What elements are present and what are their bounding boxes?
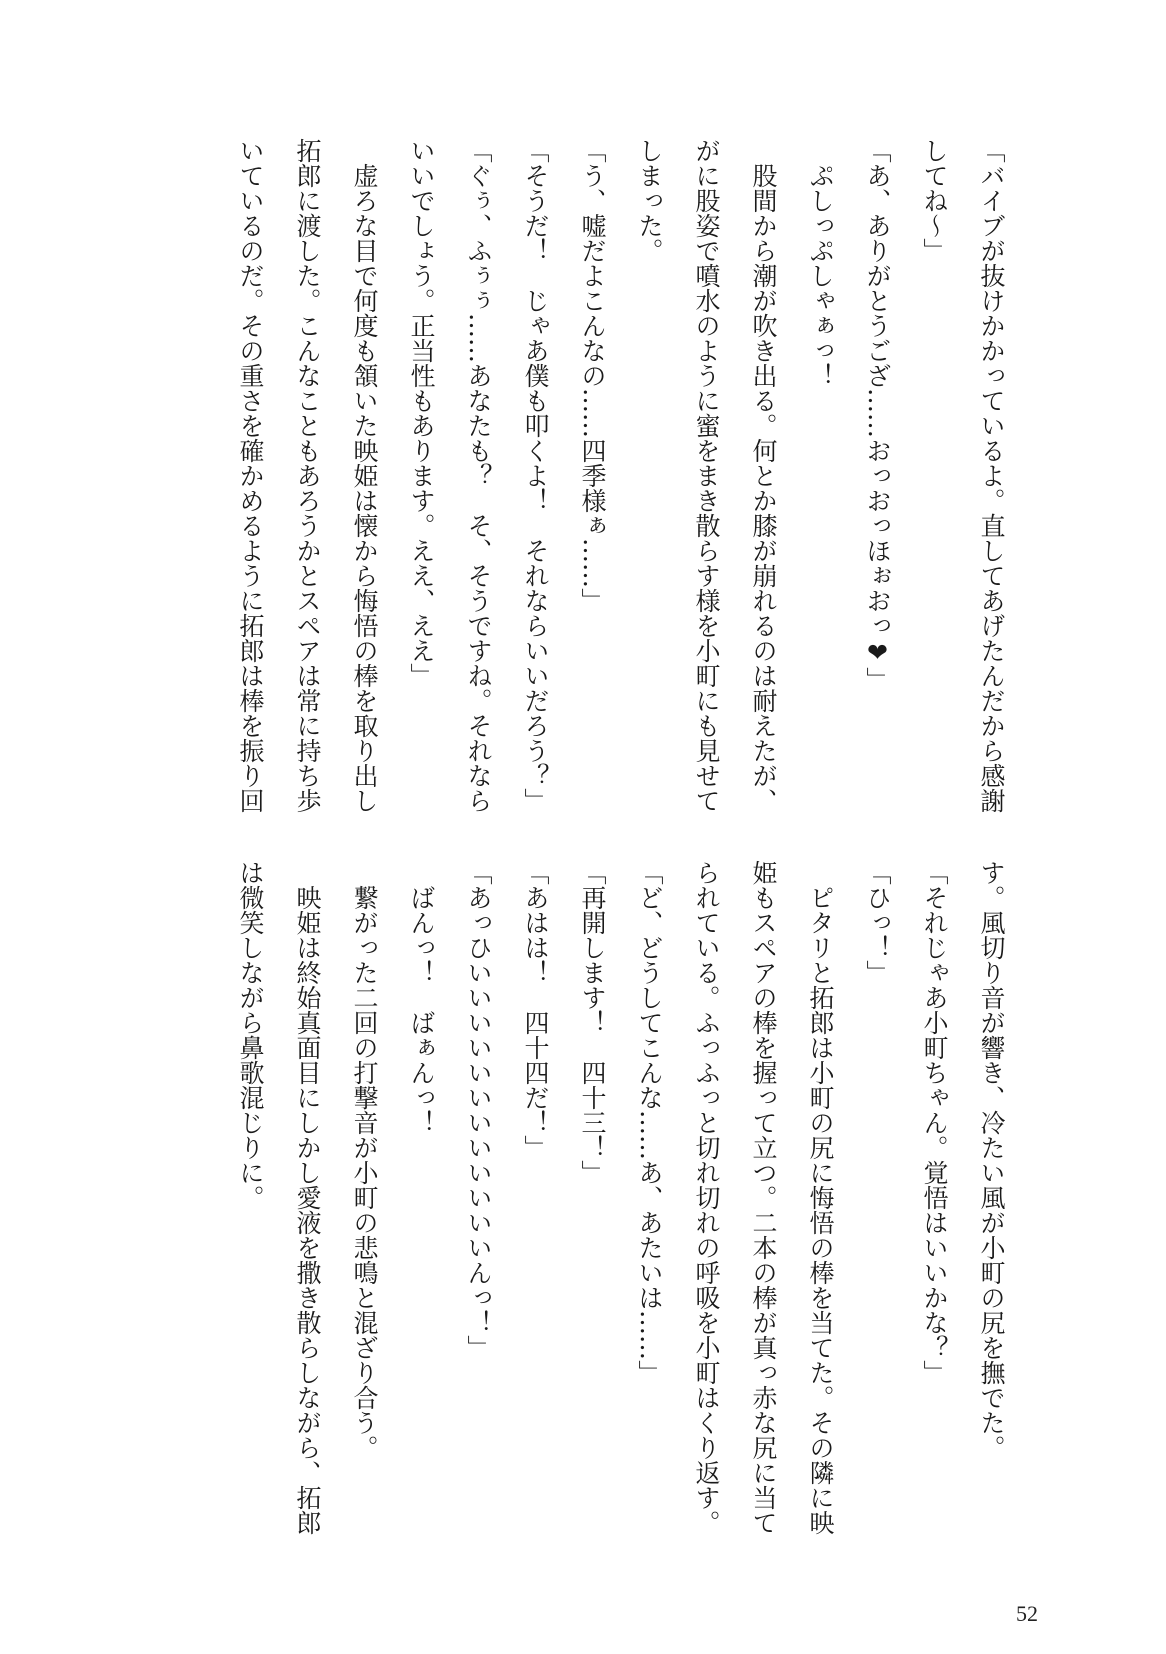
text-line: 股間から潮が吹き出る。何とか膝が崩れるのは耐えたが、 (749, 138, 778, 813)
text-line: られている。ふっふっと切れ切れの呼吸を小町はくり返す。 (692, 860, 721, 1535)
text-line: 「そうだ！ じゃあ僕も叩くよ！ それならいいだろう？」 (521, 138, 550, 813)
page-number: 52 (1016, 1601, 1038, 1626)
bottom-text-block (140, 860, 1020, 1560)
text-line: す。風切り音が響き、冷たい風が小町の尻を撫でた。 (977, 860, 1006, 1460)
text-line: 「う、嘘だよこんなの……四季様ぁ……」 (578, 138, 607, 613)
text-line: 「ぐぅ、ふぅぅ……あなたも？ そ、そうですね。それなら (464, 138, 493, 813)
text-line: がに股姿で噴水のように蜜をまき散らす様を小町にも見せて (692, 138, 721, 813)
text-line: 「ひっ！」 (863, 860, 892, 985)
text-line: いているのだ。その重さを確かめるように拓郎は棒を振り回 (236, 138, 265, 813)
text-line: 「あ、ありがとうござ……おっおっほぉおっ❤」 (863, 138, 892, 692)
text-line: 「あっひいいいいいいいいいいいいんっ！」 (464, 860, 493, 1360)
text-line: 映姫は終始真面目にしかし愛液を撒き散らしながら、拓郎 (293, 860, 322, 1535)
text-line: 繋がった二回の打撃音が小町の悲鳴と混ざり合う。 (350, 860, 379, 1460)
text-line: してね〜」 (920, 138, 949, 263)
text-line: 「バイブが抜けかかっているよ。直してあげたんだから感謝 (977, 138, 1006, 813)
text-line: 「あはは！ 四十四だ！」 (521, 860, 550, 1160)
text-line: いいでしょう。正当性もあります。ええ、ええ」 (407, 138, 436, 688)
text-line: ばんっ！ ばぁんっ！ (407, 860, 436, 1135)
text-line: 「ど、どうしてこんな……あ、あたいは……」 (635, 860, 664, 1385)
text-line: は微笑しながら鼻歌混じりに。 (236, 860, 265, 1210)
text-line: ピタリと拓郎は小町の尻に悔悟の棒を当てた。その隣に映 (806, 860, 835, 1535)
text-line: 「再開します！ 四十三！」 (578, 860, 607, 1185)
text-line: 虚ろな目で何度も頷いた映姫は懐から悔悟の棒を取り出し (350, 138, 379, 813)
text-line: 「それじゃあ小町ちゃん。覚悟はいいかな？」 (920, 860, 949, 1385)
top-text-block (140, 138, 1020, 838)
text-line: ぷしっぷしゃぁっ！ (806, 138, 835, 388)
text-line: しまった。 (635, 138, 664, 263)
text-line: 拓郎に渡した。こんなこともあろうかとスペアは常に持ち歩 (293, 138, 322, 813)
text-line: 姫もスペアの棒を握って立つ。二本の棒が真っ赤な尻に当て (749, 860, 778, 1535)
